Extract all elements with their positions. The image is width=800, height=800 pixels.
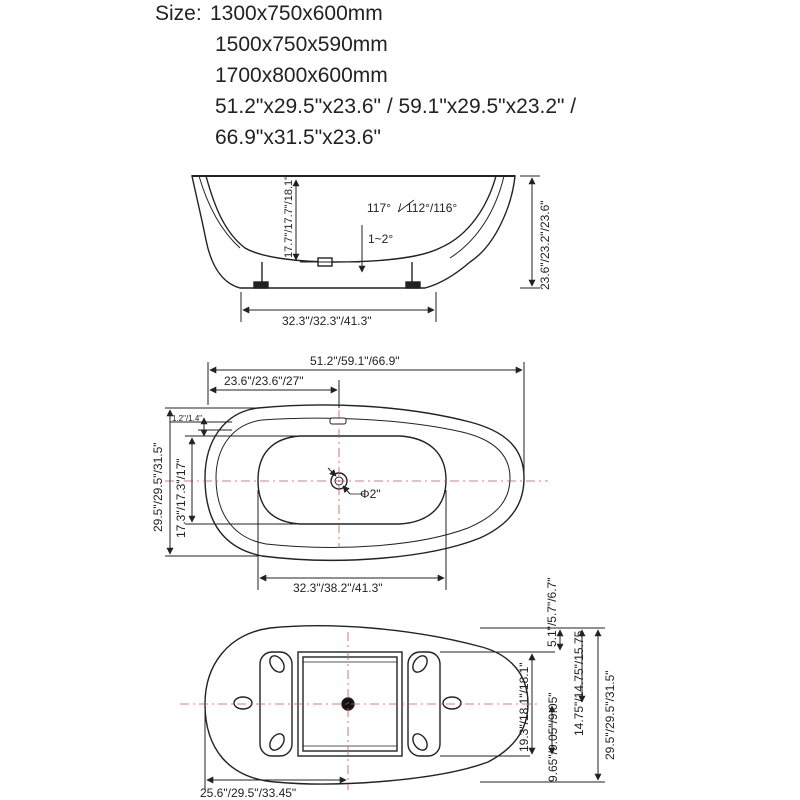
leg-foot-left (254, 282, 268, 288)
size-line-5: 66.9"x31.5"x23.6" (215, 126, 381, 149)
side-angle-label-b: 112°/116° (406, 201, 458, 215)
support-foot-3 (267, 731, 287, 753)
bottom-half-foot-label: 9.65"/9.05"/9.05" (546, 692, 560, 782)
top-rim-label: 1.2"/1.4" (172, 414, 203, 423)
support-foot-5 (443, 697, 461, 709)
side-base-length-label: 32.3"/32.3"/41.3" (282, 314, 372, 328)
support-foot-2 (234, 697, 252, 709)
top-drain-diameter-label: Φ2" (360, 487, 381, 501)
size-line-4: 51.2"x29.5"x23.6" / 59.1"x29.5"x23.2" / (215, 95, 577, 118)
tub-bottom-outline (205, 626, 528, 784)
overflow-slot (330, 418, 346, 424)
size-label: Size: (155, 2, 202, 25)
tub-side-outer-shell (192, 176, 515, 288)
tub-top-inner-basin (258, 436, 446, 524)
top-drain-offset-label: 23.6"/23.6"/27" (224, 374, 304, 388)
side-height-label: 23.6"/23.2"/23.6" (538, 200, 552, 290)
tub-top-inner-lip (216, 418, 510, 547)
side-slope-label: 1~2° (368, 232, 394, 246)
size-line-3: 1700x800x600mm (215, 64, 388, 87)
support-foot-4 (410, 653, 430, 675)
top-inner-length-label: 32.3"/38.2"/41.3" (293, 581, 383, 595)
top-width-label: 29.5"/29.5"/31.5" (151, 442, 165, 532)
tub-side-inner-wall (206, 176, 496, 262)
bottom-half-width-label: 14.75"/14.75"/15.75 (572, 630, 586, 736)
side-angle-label-a: 117° (367, 201, 391, 215)
bottom-foot-span-label: 19.3"/18.1"/18.1" (517, 662, 531, 752)
size-line-1: 1300x750x600mm (210, 2, 383, 25)
top-view (205, 405, 524, 560)
bottom-width-label: 29.5"/29.5"/31.5" (603, 670, 617, 760)
side-angle-separator: / (398, 201, 402, 215)
bottom-drain-offset-label: 25.6"/29.5"/33.45" (200, 786, 297, 800)
side-view (192, 176, 515, 288)
tub-top-outer-rim (205, 405, 524, 560)
top-view-dimensions (165, 362, 548, 590)
support-foot-1 (267, 653, 287, 675)
side-inner-depth-label: 17.7"/17.7"/18.1" (283, 175, 295, 258)
top-length-label: 51.2"/59.1"/66.9" (310, 354, 400, 368)
top-inner-width-label: 17.3"/17.3"/17" (174, 458, 188, 538)
leg-foot-right (406, 282, 420, 288)
support-foot-6 (410, 731, 430, 753)
bottom-edge-offset-label: 5.1"/5.7"/6.7" (545, 577, 559, 647)
bottom-view (205, 626, 528, 784)
size-line-2: 1500x750x590mm (215, 33, 388, 56)
